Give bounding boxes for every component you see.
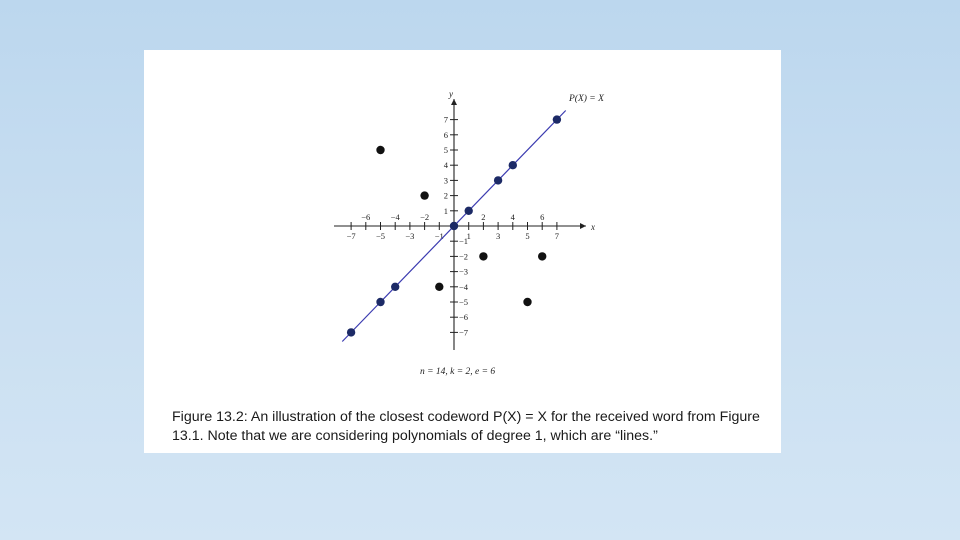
x-tick-label: 2 bbox=[481, 212, 486, 222]
point-on-line bbox=[391, 283, 399, 291]
x-tick-label: 5 bbox=[525, 231, 530, 241]
x-tick-label: −3 bbox=[405, 231, 415, 241]
data-point bbox=[538, 252, 546, 260]
y-tick-label: −1 bbox=[459, 236, 469, 247]
y-tick-label: −2 bbox=[459, 251, 469, 262]
y-tick-label: −3 bbox=[459, 266, 469, 277]
y-tick-label: 5 bbox=[443, 145, 448, 155]
point-on-line bbox=[450, 222, 458, 230]
point-on-line bbox=[553, 115, 561, 123]
y-tick-label: 1 bbox=[443, 205, 448, 216]
x-tick-label: −5 bbox=[375, 231, 386, 241]
x-tick-label: −1 bbox=[434, 231, 444, 241]
figure-caption bbox=[172, 408, 772, 446]
caption-label: Figure 13.2: bbox=[172, 409, 248, 425]
caption-text: An illustration of the closest codeword P(X) = X for the received word from Figure 13.1. Note that we are considering polynomials of degree 1, which are “lines.” bbox=[172, 409, 760, 444]
y-tick-label: 7 bbox=[443, 114, 448, 125]
y-tick-label: −6 bbox=[459, 312, 469, 323]
point-on-line bbox=[376, 298, 384, 306]
data-point bbox=[479, 252, 487, 260]
axes bbox=[334, 89, 595, 350]
scatter-plot bbox=[144, 50, 781, 453]
data-point bbox=[523, 298, 531, 306]
point-on-line bbox=[347, 328, 355, 336]
figure-panel bbox=[144, 50, 781, 453]
x-axis-arrow bbox=[580, 223, 586, 229]
y-tick-label: 3 bbox=[443, 175, 448, 186]
point-on-line bbox=[465, 207, 473, 215]
x-tick-label: −6 bbox=[361, 212, 371, 222]
data-point bbox=[376, 146, 384, 154]
y-tick-label: −5 bbox=[459, 297, 469, 307]
data-point bbox=[420, 191, 428, 199]
y-tick-label: −4 bbox=[459, 281, 469, 292]
x-tick-label: −4 bbox=[390, 212, 400, 222]
x-tick-label: 3 bbox=[495, 231, 501, 241]
x-tick-label: 4 bbox=[510, 212, 515, 222]
y-tick-label: −7 bbox=[459, 327, 469, 338]
data-point bbox=[435, 283, 443, 291]
point-on-line bbox=[509, 161, 517, 169]
x-axis-label: x bbox=[591, 222, 595, 232]
y-axis-arrow bbox=[451, 99, 457, 105]
y-tick-label: 2 bbox=[443, 190, 448, 201]
y-tick-label: 6 bbox=[443, 129, 448, 140]
x-tick-label: 6 bbox=[540, 212, 545, 222]
x-tick-label: −7 bbox=[346, 231, 356, 241]
x-tick-label: −2 bbox=[420, 212, 430, 222]
y-axis-label: y bbox=[449, 89, 453, 99]
point-on-line bbox=[494, 176, 502, 184]
parameters-annotation: n = 14, k = 2, e = 6 bbox=[420, 367, 496, 377]
line-label: P(X) = X bbox=[569, 94, 604, 104]
x-tick-label: 1 bbox=[466, 231, 471, 241]
y-tick-label: 4 bbox=[443, 160, 448, 171]
x-tick-label: 7 bbox=[554, 231, 560, 241]
